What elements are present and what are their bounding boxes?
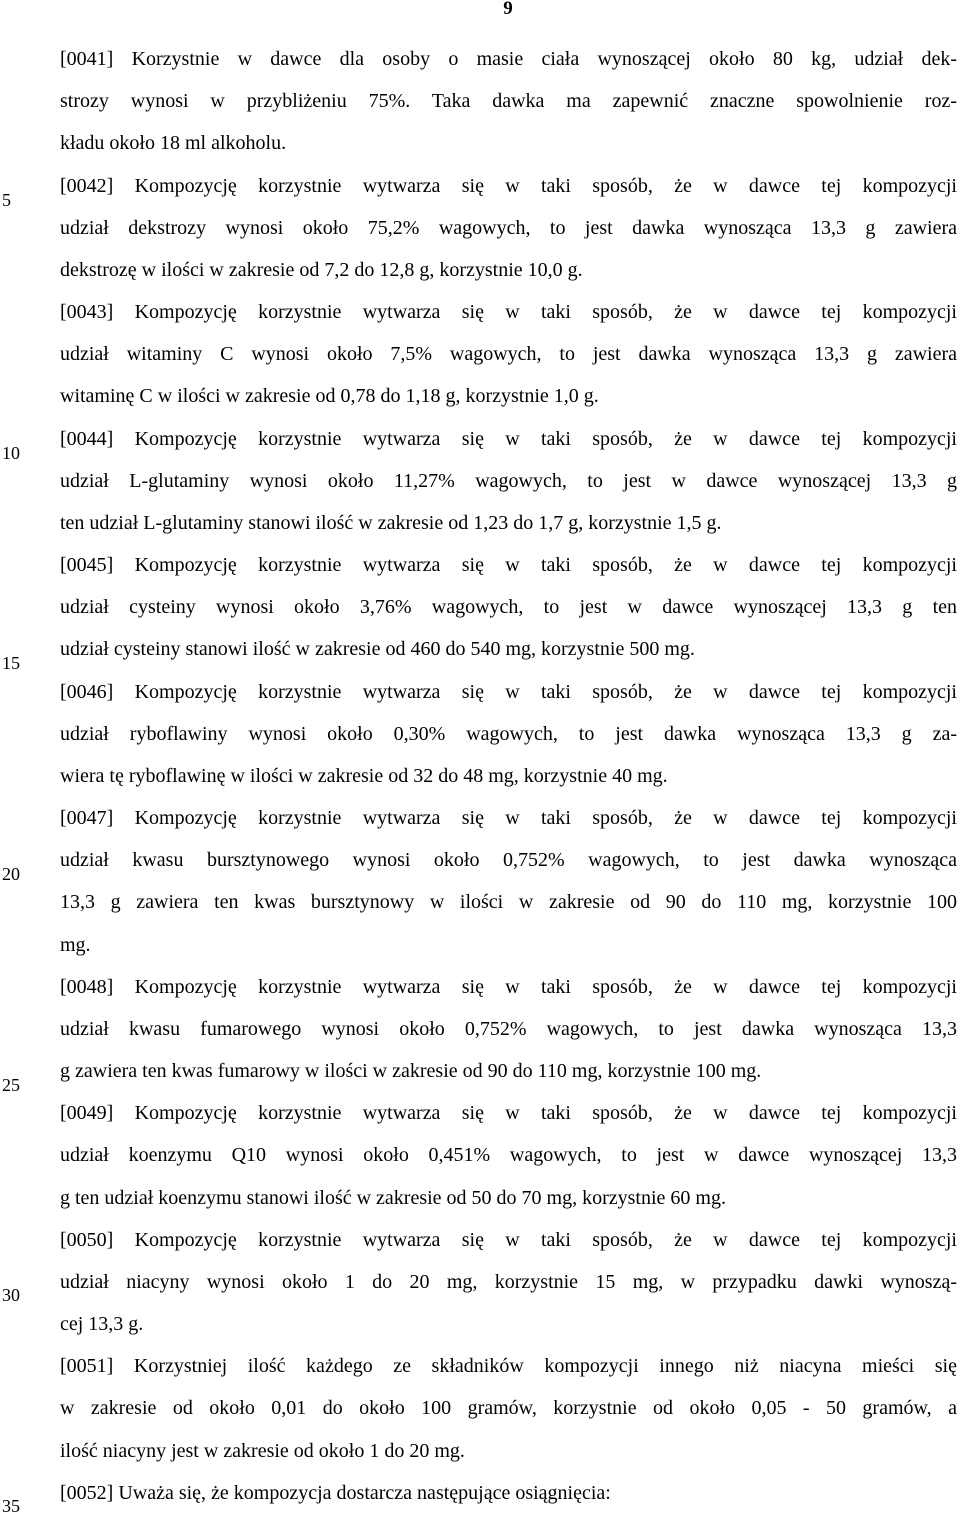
text-line: udział kwasu fumarowego wynosi około 0,752% wagowych, to jest dawka wynosząca 13,3 — [60, 1018, 957, 1040]
line-number-35: 35 — [2, 1496, 20, 1516]
text-line: kładu około 18 ml alkoholu. — [60, 132, 287, 154]
text-line: ten udział L-glutaminy stanowi ilość w zakresie od 1,23 do 1,7 g, korzystnie 1,5 g. — [60, 512, 722, 534]
text-line: [0047] Kompozycję korzystnie wytwarza się w taki sposób, że w dawce tej kompozycji — [60, 807, 957, 829]
text-line: [0042] Kompozycję korzystnie wytwarza się w taki sposób, że w dawce tej kompozycji — [60, 175, 957, 197]
text-line: udział kwasu bursztynowego wynosi około 0,752% wagowych, to jest dawka wynosząca — [60, 849, 957, 871]
text-line: udział cysteiny stanowi ilość w zakresie od 460 do 540 mg, korzystnie 500 mg. — [60, 638, 695, 660]
text-line: strozy wynosi w przybliżeniu 75%. Taka dawka ma zapewnić znaczne spowolnienie roz- — [60, 90, 957, 112]
text-line: 13,3 g zawiera ten kwas bursztynowy w ilości w zakresie od 90 do 110 mg, korzystnie 100 — [60, 891, 957, 913]
line-number-30: 30 — [2, 1285, 20, 1305]
text-line: [0046] Kompozycję korzystnie wytwarza się w taki sposób, że w dawce tej kompozycji — [60, 681, 957, 703]
text-line: ilość niacyny jest w zakresie od około 1 do 20 mg. — [60, 1440, 465, 1462]
text-line: [0048] Kompozycję korzystnie wytwarza się w taki sposób, że w dawce tej kompozycji — [60, 976, 957, 998]
text-line: [0044] Kompozycję korzystnie wytwarza się w taki sposób, że w dawce tej kompozycji — [60, 428, 957, 450]
page-number: 9 — [503, 0, 513, 19]
text-line: udział niacyny wynosi około 1 do 20 mg, korzystnie 15 mg, w przypadku dawki wynoszą- — [60, 1271, 957, 1293]
text-line: [0043] Kompozycję korzystnie wytwarza się w taki sposób, że w dawce tej kompozycji — [60, 301, 957, 323]
text-line: [0049] Kompozycję korzystnie wytwarza się w taki sposób, że w dawce tej kompozycji — [60, 1102, 957, 1124]
text-line: udział dekstrozy wynosi około 75,2% wagowych, to jest dawka wynosząca 13,3 g zawiera — [60, 217, 957, 239]
text-line: udział cysteiny wynosi około 3,76% wagowych, to jest w dawce wynoszącej 13,3 g ten — [60, 596, 957, 618]
text-line: udział L-glutaminy wynosi około 11,27% wagowych, to jest w dawce wynoszącej 13,3 g — [60, 470, 957, 492]
text-line: [0052] Uważa się, że kompozycja dostarcza następujące osiągnięcia: — [60, 1482, 611, 1504]
line-number-10: 10 — [2, 443, 20, 463]
line-number-5: 5 — [2, 190, 11, 210]
text-line: [0050] Kompozycję korzystnie wytwarza się w taki sposób, że w dawce tej kompozycji — [60, 1229, 957, 1251]
text-line: udział witaminy C wynosi około 7,5% wagowych, to jest dawka wynosząca 13,3 g zawiera — [60, 343, 957, 365]
line-number-15: 15 — [2, 653, 20, 673]
text-line: dekstrozę w ilości w zakresie od 7,2 do 12,8 g, korzystnie 10,0 g. — [60, 259, 583, 281]
text-line: witaminę C w ilości w zakresie od 0,78 do 1,18 g, korzystnie 1,0 g. — [60, 385, 599, 407]
line-number-20: 20 — [2, 864, 20, 884]
text-line: [0041] Korzystnie w dawce dla osoby o masie ciała wynoszącej około 80 kg, udział dek- — [60, 48, 957, 70]
text-line: g zawiera ten kwas fumarowy w ilości w zakresie od 90 do 110 mg, korzystnie 100 mg. — [60, 1060, 762, 1082]
text-line: g ten udział koenzymu stanowi ilość w zakresie od 50 do 70 mg, korzystnie 60 mg. — [60, 1187, 726, 1209]
text-line: udział koenzymu Q10 wynosi około 0,451% wagowych, to jest w dawce wynoszącej 13,3 — [60, 1144, 957, 1166]
text-line: [0045] Kompozycję korzystnie wytwarza się w taki sposób, że w dawce tej kompozycji — [60, 554, 957, 576]
text-line: mg. — [60, 934, 91, 956]
text-line: udział ryboflawiny wynosi około 0,30% wagowych, to jest dawka wynosząca 13,3 g za- — [60, 723, 957, 745]
text-line: w zakresie od około 0,01 do około 100 gramów, korzystnie od około 0,05 - 50 gramów, a — [60, 1397, 957, 1419]
text-line: wiera tę ryboflawinę w ilości w zakresie od 32 do 48 mg, korzystnie 40 mg. — [60, 765, 668, 787]
line-number-25: 25 — [2, 1075, 20, 1095]
text-line: cej 13,3 g. — [60, 1313, 144, 1335]
text-line: [0051] Korzystniej ilość każdego ze składników kompozycji innego niż niacyna mieści się — [60, 1355, 957, 1377]
